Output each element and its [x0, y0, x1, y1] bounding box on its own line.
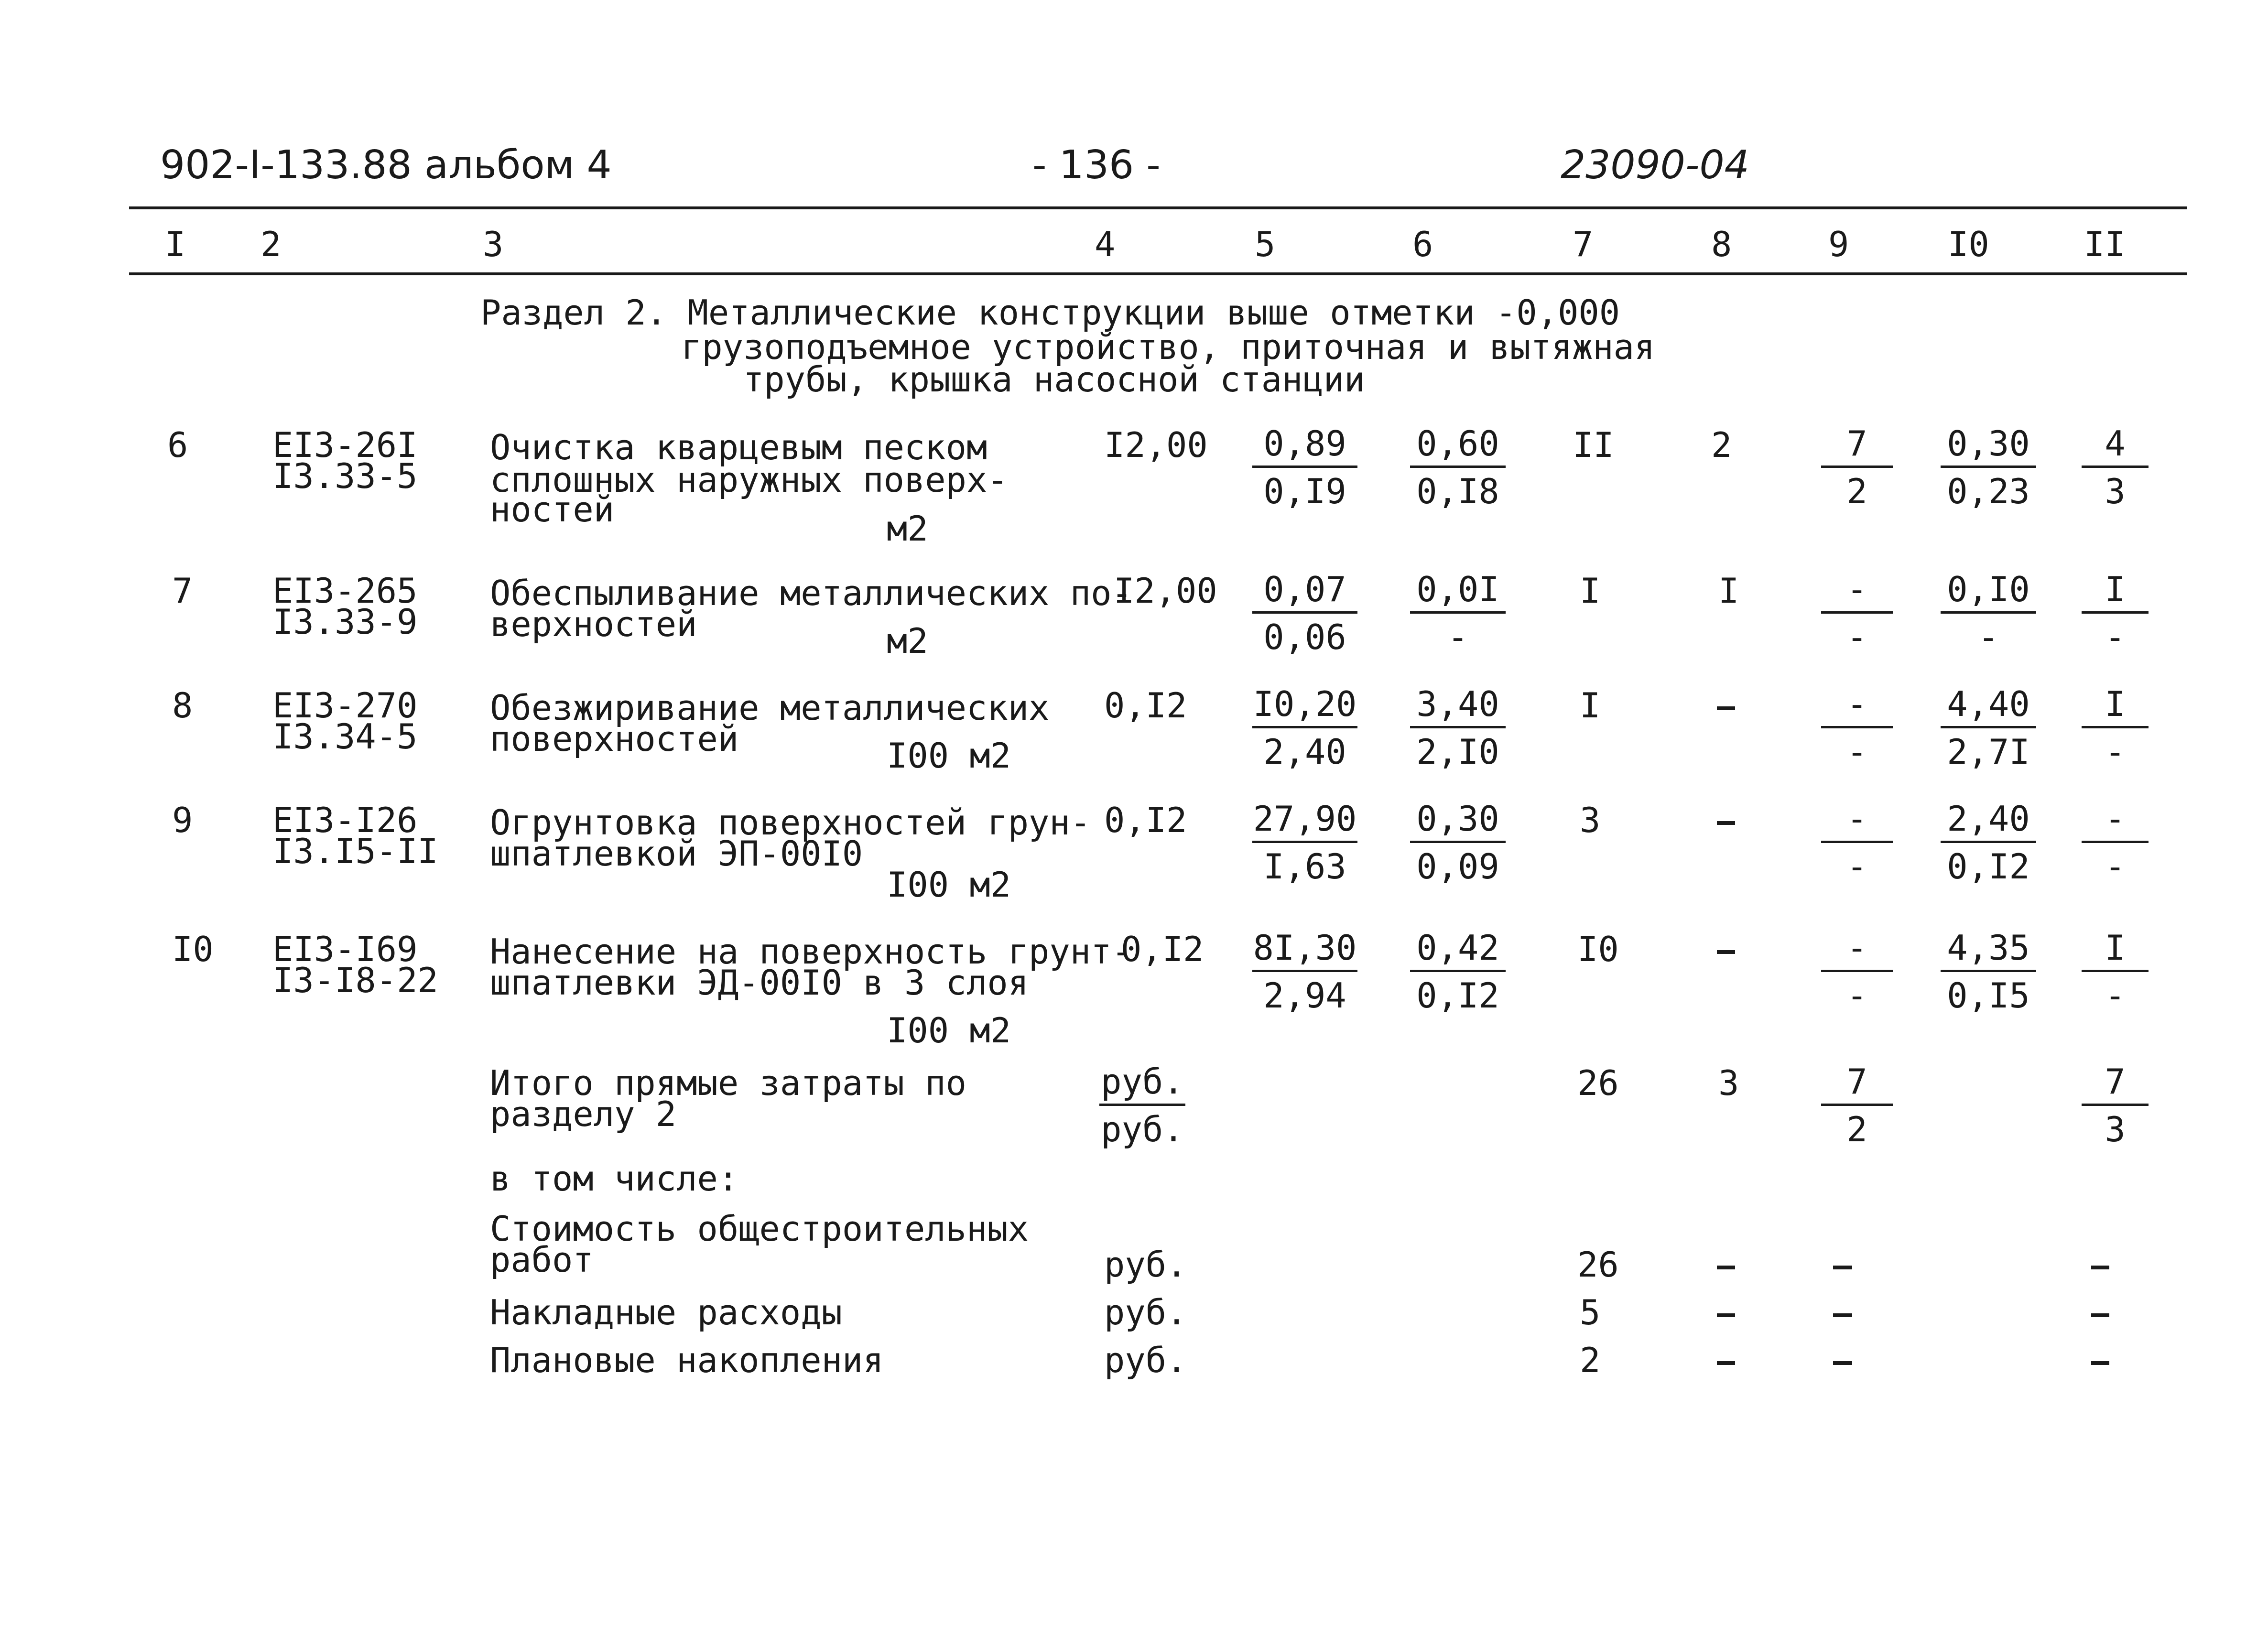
column-header-8: 8 [1711, 224, 1732, 264]
machine-cost-fraction: 7 2 [1821, 424, 1893, 520]
breakdown-labor-dash [2091, 1266, 2109, 1269]
section-title-line3: трубы, крышка насосной станции [743, 359, 1365, 400]
labor-unit-fraction: 0,30 0,23 [1941, 424, 2036, 520]
page-number: - 136 - [1032, 142, 1161, 188]
quantity: I2,00 [1114, 571, 1217, 611]
section-title-line2: грузоподъемное устройство, приточная и вытяжная [681, 327, 1655, 367]
unit-cost-fraction: I0,20 2,40 [1253, 684, 1357, 772]
machine-cost-fraction: - - [1821, 800, 1893, 895]
work-description-line1: Огрунтовка поверхностей грун- [490, 802, 1091, 843]
breakdown-unit: руб. [1104, 1292, 1187, 1332]
column-header-10: I0 [1948, 224, 1989, 264]
including-label: в том числе: [490, 1159, 739, 1199]
unit: м2 [887, 621, 928, 661]
price-code: I3-I8-22 [272, 960, 438, 1000]
total-cost: I [1580, 685, 1601, 725]
norm-code: EI3-270 [272, 685, 418, 725]
machine-cost-fraction: - - [1821, 929, 1893, 1024]
norm-code: EI3-I26 [272, 800, 418, 840]
breakdown-label-line2: работ [490, 1240, 594, 1280]
quantity: 0,I2 [1104, 685, 1187, 725]
work-description-line1: Очистка кварцевым песком [490, 427, 988, 467]
column-header-6: 6 [1412, 224, 1433, 264]
total-wage: I [1718, 571, 1739, 611]
price-code: I3.34-5 [272, 716, 418, 757]
breakdown-wage-dash [1717, 1266, 1735, 1269]
labor-total-fraction: I - [2082, 685, 2149, 780]
breakdown-label-line1: Стоимость общестроительных [490, 1209, 1029, 1249]
labor-unit-fraction: 0,I0 - [1941, 570, 2036, 666]
total-cost: I [1580, 571, 1601, 611]
quantity: 0,I2 [1104, 800, 1187, 840]
work-description-line2: поверхностей [490, 719, 739, 759]
totals-machine-fraction: 7 2 [1821, 1062, 1893, 1158]
unit-cost-fraction: 8I,30 2,94 [1253, 928, 1357, 1016]
column-header-7: 7 [1573, 224, 1594, 264]
column-header-1: I [165, 224, 186, 264]
total-wage-dash [1717, 950, 1735, 954]
unit-cost-fraction: 27,90 I,63 [1253, 799, 1357, 887]
work-description-line2: шпатлевки ЭД-00I0 в 3 слоя [490, 963, 1029, 1003]
total-wage: 2 [1711, 425, 1732, 465]
norm-code: EI3-I69 [272, 929, 418, 969]
labor-total-fraction: I - [2082, 570, 2149, 666]
breakdown-label: Накладные расходы [490, 1292, 842, 1332]
work-description-line1: Обеспыливание металлических по- [490, 573, 1132, 613]
totals-cost: 26 [1577, 1063, 1619, 1103]
unit: I00 м2 [887, 865, 1011, 905]
document-number: 23090-04 [1561, 142, 1749, 188]
price-code: I3.33-5 [272, 456, 418, 496]
unit-wage-fraction: 0,60 0,I8 [1410, 424, 1506, 520]
column-header-11: II [2084, 224, 2126, 264]
column-header-4: 4 [1095, 224, 1116, 264]
norm-code: EI3-265 [272, 571, 418, 611]
labor-unit-fraction: 4,40 2,7I [1941, 685, 2036, 780]
row-number: 9 [172, 800, 193, 840]
breakdown-wage-dash [1717, 1313, 1735, 1317]
unit: I00 м2 [887, 1010, 1011, 1050]
breakdown-unit: руб. [1104, 1340, 1187, 1380]
unit-wage-fraction: 0,30 0,09 [1410, 800, 1506, 895]
totals-unit-fraction: руб. руб. [1099, 1062, 1185, 1158]
machine-cost-fraction: - - [1821, 570, 1893, 666]
breakdown-label: Плановые накопления [490, 1340, 884, 1380]
section-title-line1: Раздел 2. Металлические конструкции выше отметки -0,000 [480, 292, 1620, 333]
row-number: 6 [167, 425, 188, 465]
breakdown-labor-dash [2091, 1313, 2109, 1317]
row-number: I0 [172, 929, 214, 969]
breakdown-wage-dash [1717, 1361, 1735, 1365]
breakdown-labor-dash [2091, 1361, 2109, 1365]
unit-wage-fraction: 0,0I - [1410, 570, 1506, 666]
breakdown-machine-dash [1833, 1266, 1852, 1269]
header-bottom-rule [129, 272, 2187, 275]
totals-label-line2: разделу 2 [490, 1094, 677, 1134]
unit: I00 м2 [887, 736, 1011, 776]
total-wage-dash [1717, 706, 1735, 710]
breakdown-cost: 26 [1577, 1245, 1619, 1285]
breakdown-machine-dash [1833, 1361, 1852, 1365]
column-header-2: 2 [260, 224, 282, 264]
unit: м2 [887, 509, 928, 549]
price-code: I3.I5-II [272, 831, 438, 871]
breakdown-unit: руб. [1104, 1245, 1187, 1285]
labor-unit-fraction: 4,35 0,I5 [1941, 929, 2036, 1024]
work-description-line3: ностей [490, 489, 615, 530]
quantity: 0,I2 [1121, 929, 1204, 969]
work-description-line2: верхностей [490, 604, 697, 644]
breakdown-machine-dash [1833, 1313, 1852, 1317]
unit-cost-fraction: 0,07 0,06 [1252, 570, 1357, 666]
total-cost: II [1573, 425, 1614, 465]
work-description-line1: Нанесение на поверхность грунт- [490, 931, 1132, 972]
column-header-5: 5 [1255, 224, 1276, 264]
quantity: I2,00 [1104, 425, 1208, 465]
unit-cost-fraction: 0,89 0,I9 [1252, 424, 1357, 520]
unit-wage-fraction: 0,42 0,I2 [1410, 929, 1506, 1024]
breakdown-cost: 5 [1580, 1292, 1601, 1332]
unit-wage-fraction: 3,40 2,I0 [1410, 685, 1506, 780]
work-description-line2: шпатлевкой ЭП-00I0 [490, 834, 863, 874]
row-number: 8 [172, 685, 193, 725]
total-wage-dash [1717, 821, 1735, 825]
column-header-3: 3 [483, 224, 504, 264]
price-code: I3.33-9 [272, 602, 418, 642]
document-code: 902-I-133.88 альбом 4 [160, 142, 612, 188]
header-top-rule [129, 206, 2187, 209]
labor-total-fraction: I - [2082, 929, 2149, 1024]
work-description-line1: Обезжиривание металлических [490, 688, 1050, 728]
column-header-9: 9 [1828, 224, 1849, 264]
total-cost: 3 [1580, 800, 1601, 840]
totals-wage: 3 [1718, 1063, 1739, 1103]
machine-cost-fraction: - - [1821, 685, 1893, 780]
labor-total-fraction: - - [2082, 800, 2149, 895]
totals-label-line1: Итого прямые затраты по [490, 1063, 966, 1103]
total-cost: I0 [1577, 929, 1619, 969]
labor-unit-fraction: 2,40 0,I2 [1941, 800, 2036, 895]
labor-total-fraction: 4 3 [2082, 424, 2149, 520]
work-description-line2: сплошных наружных поверх- [490, 460, 1008, 500]
totals-labor-fraction: 7 3 [2082, 1062, 2149, 1158]
norm-code: EI3-26I [272, 425, 418, 465]
row-number: 7 [172, 571, 193, 611]
breakdown-cost: 2 [1580, 1340, 1601, 1380]
